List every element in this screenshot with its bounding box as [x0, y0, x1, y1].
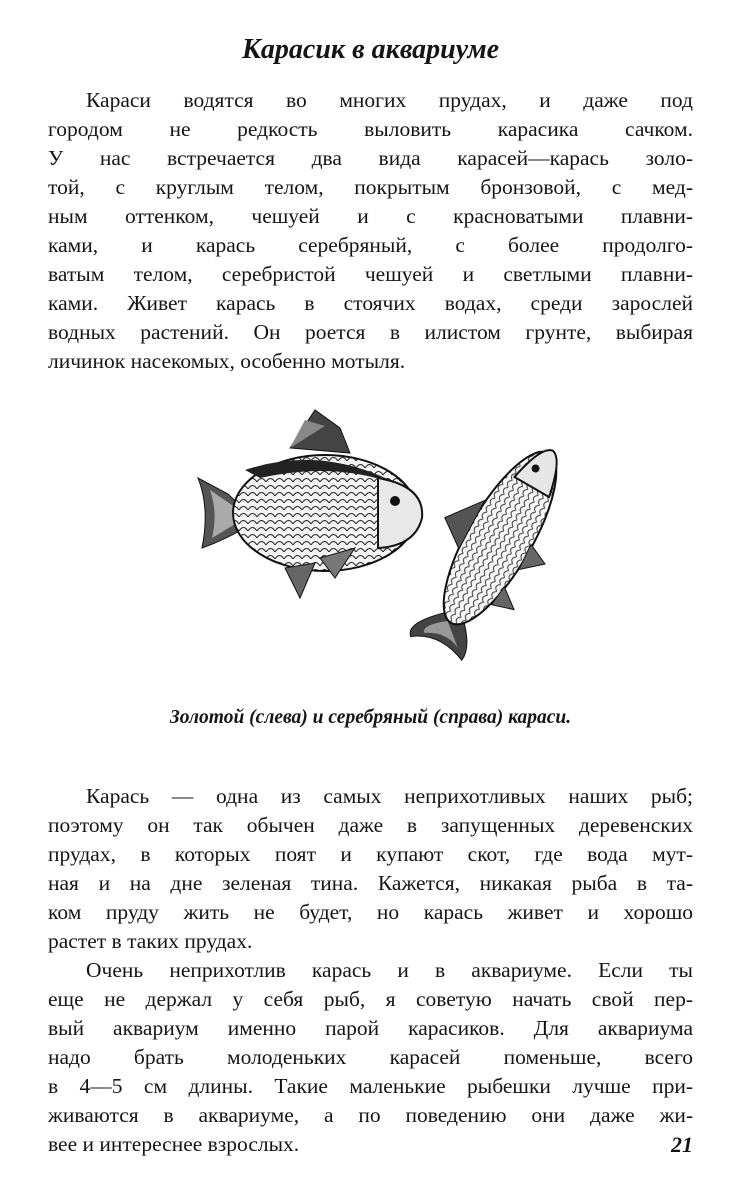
text-line: ками. Живет карась в стоячих водах, среди зарослей — [48, 291, 693, 315]
page-number: 21 — [671, 1132, 693, 1157]
text-line: в 4—5 см длины. Такие маленькие рыбешки лучше при- — [48, 1074, 693, 1098]
text-line: живаются в аквариуме, а по поведению они даже жи- — [48, 1103, 693, 1127]
text-line: той, с круглым телом, покрытым бронзовой, с мед- — [48, 175, 693, 199]
text-line: поэтому он так обычен даже в запущенных деревенских — [48, 813, 693, 837]
figure-caption: Золотой (слева) и серебряный (справа) караси. — [169, 707, 572, 728]
text-line: Карась — одна из самых неприхотливых наших рыб; — [86, 784, 693, 808]
text-line: ком пруду жить не будет, но карась живет и хорошо — [48, 900, 693, 924]
text-line: У нас встречается два вида карасей—карась золо- — [48, 146, 693, 170]
text-line: прудах, в которых поят и купают скот, где вода мут- — [48, 842, 693, 866]
text-line: растет в таких прудах. — [48, 929, 253, 953]
paragraph-intro — [48, 86, 693, 376]
text-line: ным оттенком, чешуей и с красноватыми плавни- — [48, 204, 693, 228]
silver-crucian-drawing — [385, 421, 596, 677]
golden-crucian-drawing — [198, 410, 422, 598]
text-line: Очень неприхотлив карась и в аквариуме. Если ты — [86, 958, 693, 982]
text-line: вый аквариум именно парой карасиков. Для аквариума — [48, 1016, 693, 1040]
text-line: надо брать молоденьких карасей поменьше, всего — [48, 1045, 693, 1069]
text-line: ками, и карась серебряный, с более продолго- — [48, 233, 693, 257]
fish-illustration — [140, 398, 610, 688]
text-line: вее и интереснее взрослых. — [48, 1132, 300, 1156]
text-line: ная и на дне зеленая тина. Кажется, никакая рыба в та- — [48, 871, 693, 895]
text-line: Караси водятся во многих прудах, и даже под — [86, 88, 693, 112]
text-line: еще не держал у себя рыб, я советую начать свой пер- — [48, 987, 693, 1011]
paragraph-main — [48, 782, 693, 1159]
text-line: личинок насекомых, особенно мотыля. — [48, 349, 406, 373]
text-line: ватым телом, серебристой чешуей и светлыми плавни- — [48, 262, 693, 286]
page-title: Карасик в аквариуме — [241, 34, 500, 65]
text-line: городом не редкость выловить карасика сачком. — [48, 117, 693, 141]
text-line: водных растений. Он роется в илистом грунте, выбирая — [48, 320, 693, 344]
